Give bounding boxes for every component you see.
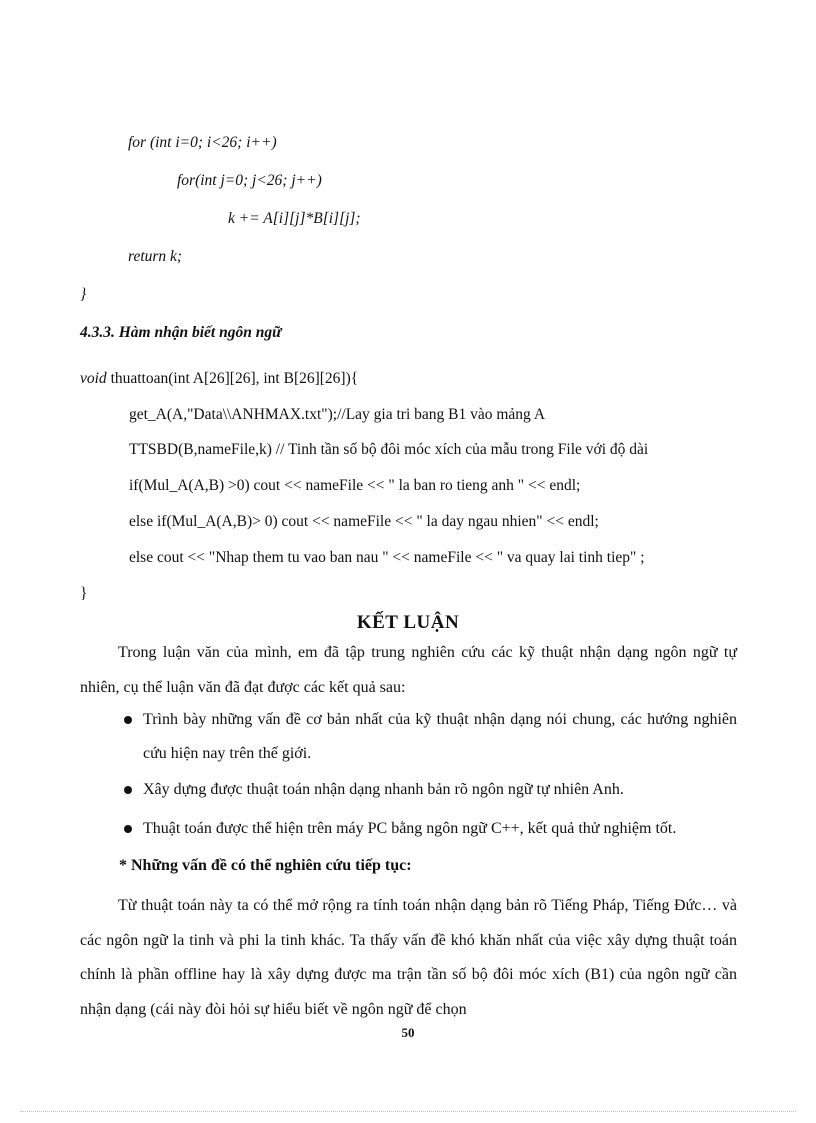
- bullet-dot: [124, 786, 132, 794]
- code-line-if: if(Mul_A(A,B) >0) cout << nameFile << " la ban ro tieng anh " << endl;: [129, 477, 581, 494]
- section-heading: 4.3.3. Hàm nhận biết ngôn ngữ: [80, 324, 282, 341]
- bullet-dot: [124, 825, 132, 833]
- page-number: 50: [401, 1025, 415, 1040]
- footer-divider: [20, 1111, 796, 1112]
- code-line-return: return k;: [128, 248, 183, 265]
- future-work-paragraph: Từ thuật toán này ta có thể mở rộng ra tính toán nhận dạng bản rõ Tiếng Pháp, Tiếng Đức… và các ngôn ngữ la tinh và phi la tinh khác. Ta thấy vấn đề khó khăn nhất của việc xây dựng thuật toán chính là phần offline hay là xây dựng được ma trận tần số bộ đôi móc xích (B1) của ngôn ngữ cần nhận dạng (cái này đòi hỏi sự hiểu biết về ngôn ngữ để chọn: [80, 897, 737, 1018]
- code-line-outer-for: for (int i=0; i<26; i++): [128, 134, 277, 151]
- function-signature: [80, 369, 358, 389]
- code-line-close-brace: }: [80, 286, 87, 303]
- bullet-item-1: Trình bày những vấn đề cơ bản nhất của kỹ thuật nhận dạng nói chung, các hướng nghiên cứu hiện nay trên thế giới.: [143, 711, 737, 762]
- code-line-accumulate: k += A[i][j]*B[i][j];: [228, 210, 361, 227]
- code-line-inner-for: for(int j=0; j<26; j++): [177, 172, 322, 189]
- code-line-else: else cout << "Nhap them tu vao ban nau " << nameFile << " va quay lai tinh tiep" ;: [129, 549, 645, 566]
- code-line-ttsbd: TTSBD(B,nameFile,k) // Tinh tần số bộ đôi móc xích của mẫu trong File với độ dài: [129, 441, 649, 458]
- conclusion-title: KẾT LUẬN: [356, 612, 460, 633]
- code-line-else-if: else if(Mul_A(A,B)> 0) cout << nameFile << " la day ngau nhien" << endl;: [129, 513, 599, 530]
- bullet-item-2: Xây dựng được thuật toán nhận dạng nhanh bản rõ ngôn ngữ tự nhiên Anh.: [143, 781, 624, 798]
- conclusion-intro: Trong luận văn của mình, em đã tập trung nghiên cứu các kỹ thuật nhận dạng ngôn ngữ tự nhiên, cụ thể luận văn đã đạt được các kết quả sau:: [80, 644, 737, 696]
- bullet-dot: [124, 716, 132, 724]
- code-line-func-close: }: [80, 585, 88, 602]
- future-work-heading: * Những vấn đề có thể nghiên cứu tiếp tục:: [119, 857, 412, 874]
- void-keyword: void: [80, 370, 107, 387]
- code-line-get-a: get_A(A,"Data\\ANHMAX.txt");//Lay gia tri bang B1 vào mảng A: [129, 406, 546, 423]
- signature-text: thuattoan(int A[26][26], int B[26][26]){: [106, 370, 359, 387]
- bullet-item-3: Thuật toán được thể hiện trên máy PC bằng ngôn ngữ C++, kết quả thử nghiệm tốt.: [143, 820, 677, 837]
